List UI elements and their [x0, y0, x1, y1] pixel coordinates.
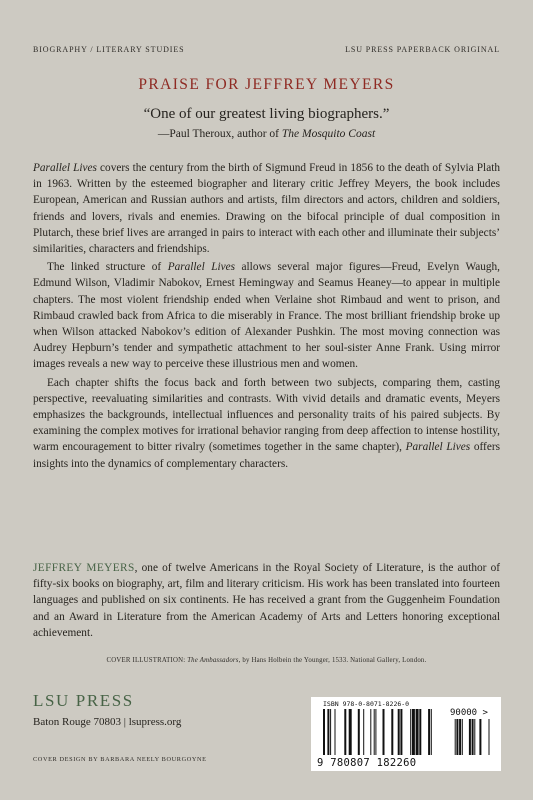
header-row: [33, 45, 500, 54]
barcode-digits: 9 780807 182260: [317, 757, 417, 769]
praise-heading: PRAISE FOR JEFFREY MEYERS: [138, 76, 395, 93]
author-bio-text: , one of twelve Americans in the Royal Society of Literature, is the author of fifty-six books on biography, art, film and literary criticism. His work has been translated into fourteen languages and published on six continents. He has received a grant from the Guggenheim Foundation and an Award in Literature from the American Academy of Arts and Letters honoring exceptional achievement.: [33, 562, 500, 639]
description-paragraph-1: [33, 160, 500, 257]
paragraph-text: allows several major figures—Freud, Evelyn Waugh, Edmund Wilson, Vladimir Nabokov, Ernest Hemingway and Seamus Heaney—to appear in multiple chapters. The most violent friendship ended when Verlaine shot Rimbaud and went to prison, and Rimbaud crawled back from Africa to die miserably in France. The most brilliant friendship broke up when Wilson attacked Nabokov’s edition of Alexander Pushkin. The most moving connection was Audrey Hepburn’s tender and sympathetic attachment to her soul-sister Anne Frank. Using mirror images reveals a new way to perceive these illustrious men and women.: [33, 261, 500, 371]
publisher-address: Baton Rouge 70803 | lsupress.org: [33, 716, 182, 728]
category-label: BIOGRAPHY / LITERARY STUDIES: [33, 45, 185, 54]
isbn-barcode: [311, 697, 501, 771]
paragraph-text: covers the century from the birth of Sigmund Freud in 1856 to the death of Sylvia Plath in 1963. Written by the esteemed biographer and literary critic Jeffrey Meyers, the book includes European, American and Russian authors and artists, film directors and actors, children and soldiers, friends and lovers, rivals and enemies. Drawing on the bifocal principle of dual composition in Plutarch, these brief lives are arranged in pairs to interact with each other and illuminate their subjects’ similarities, characters and friendships.: [33, 162, 500, 256]
description-paragraph-3: [33, 375, 500, 472]
price-code: 90000 >: [450, 708, 488, 718]
cover-illustration-credit: [0, 657, 533, 664]
cover-design-credit: COVER DESIGN BY BARBARA NEELY BOURGOYNE: [33, 756, 207, 763]
praise-attribution: [0, 128, 533, 140]
illustration-label: COVER ILLUSTRATION:: [106, 657, 188, 664]
praise-quote: “One of our greatest living biographers.”: [143, 106, 390, 122]
paragraph-text: Each chapter shifts the focus back and forth between two subjects, comparing them, casting perspective, reevaluating similarities and contrasts. With vivid details and dramatic events, Meyers emphasizes the backgrounds, intellectual influences and personality traits of his paired subjects. By examining the complex motives for irrational behavior ranging from deep affection to intense hostility, warm encouragement to bitter rivalry (sometimes together in the same chapter),: [33, 376, 500, 454]
description: [33, 160, 500, 472]
book-title-italic: Parallel Lives: [405, 441, 471, 454]
isbn-text: ISBN 978-0-8071-8226-0: [323, 700, 410, 708]
book-title-italic: Parallel Lives: [167, 261, 236, 274]
illustration-credit: , by Hans Holbein the Younger, 1533. National Gallery, London.: [238, 657, 427, 664]
paragraph-text: offers insights into the dynamics of complementary characters.: [33, 441, 500, 470]
description-paragraph-2: [33, 259, 500, 372]
book-title-italic: Parallel Lives: [33, 162, 97, 174]
paragraph-text: The linked structure of: [47, 261, 168, 274]
illustration-title: The Ambassadors: [187, 657, 239, 664]
publisher-name: LSU PRESS: [33, 691, 134, 710]
author-bio: [33, 560, 500, 641]
author-name: JEFFREY MEYERS: [33, 562, 135, 574]
attribution-work: The Mosquito Coast: [281, 128, 376, 140]
attribution-prefix: —Paul Theroux, author of: [157, 128, 282, 140]
edition-label: LSU PRESS PAPERBACK ORIGINAL: [345, 45, 500, 54]
